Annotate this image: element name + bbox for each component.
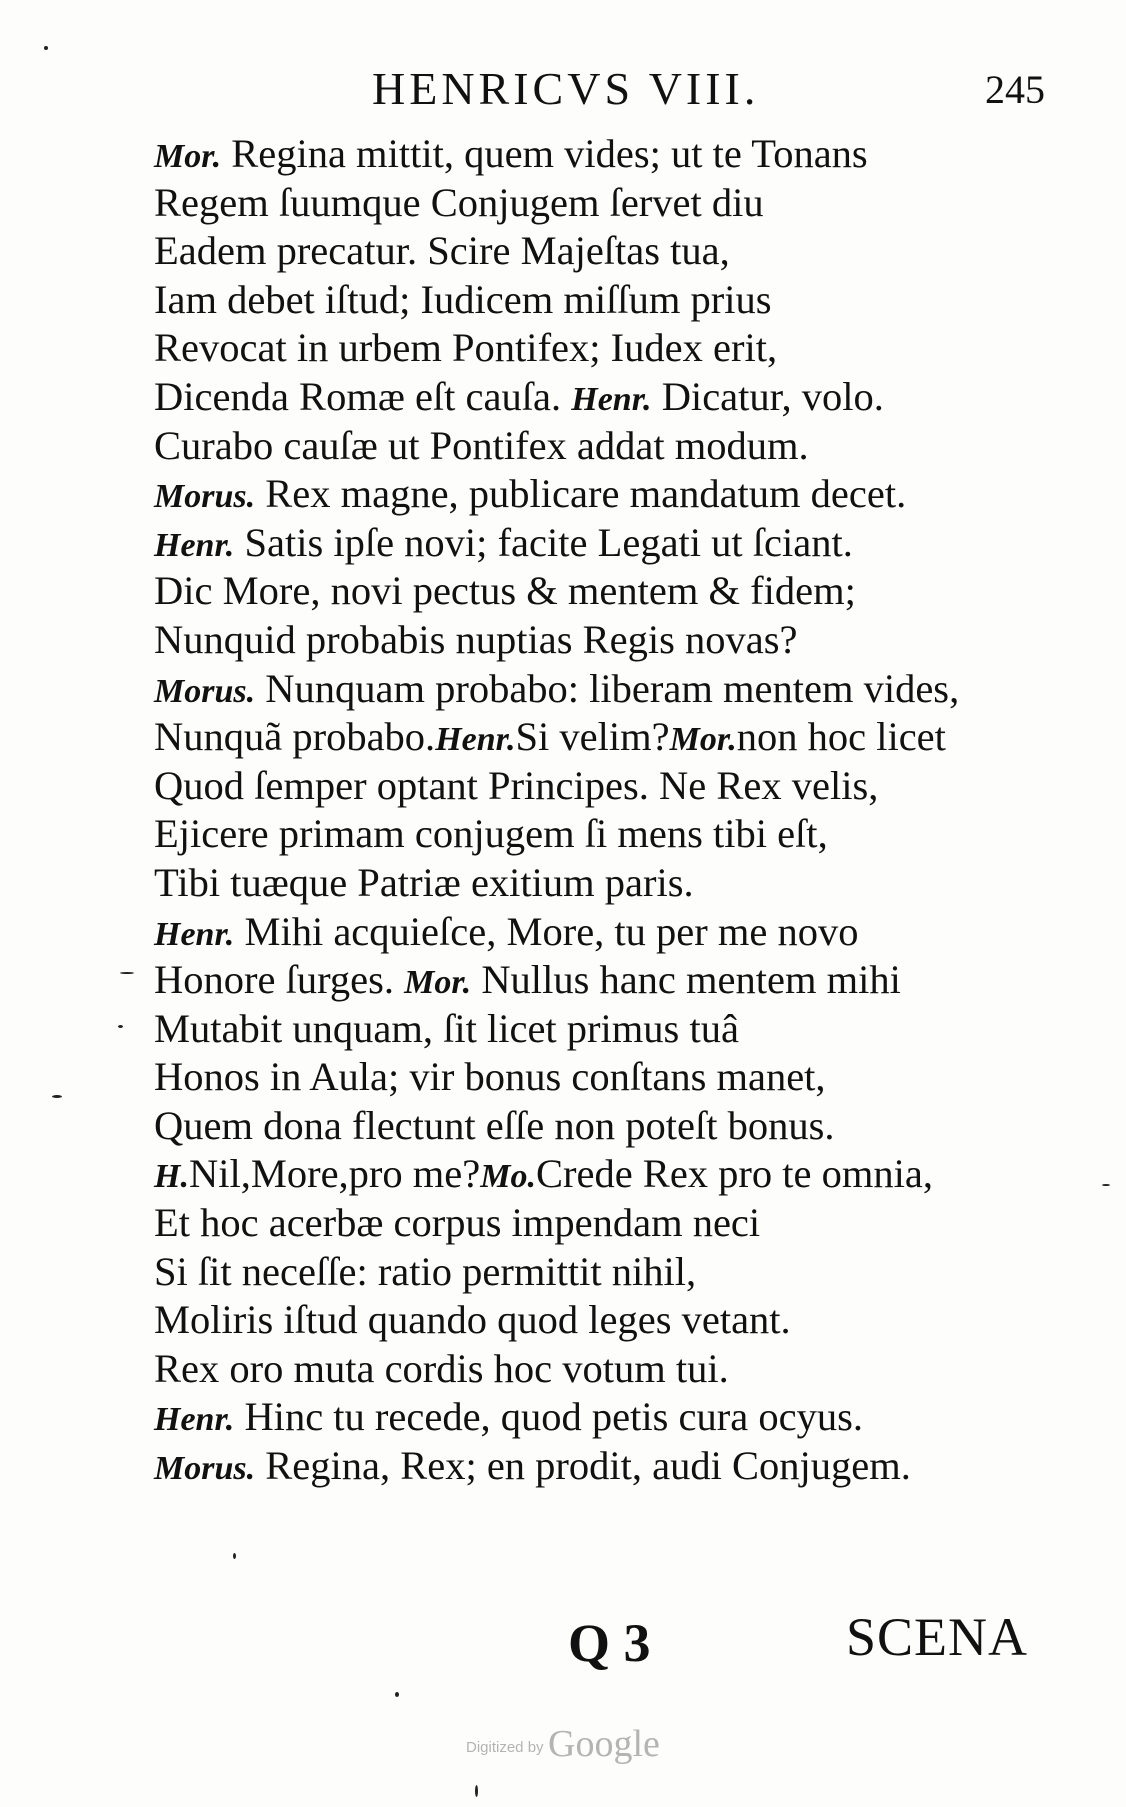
speaker-name: Morus. <box>154 1450 256 1488</box>
speaker-name: Mo. <box>480 1158 536 1196</box>
line-text: Satis ipſe novi; facite Legati ut ſciant. <box>234 519 853 565</box>
verse-line <box>154 227 1094 276</box>
ink-speck <box>52 1095 62 1098</box>
verse-line <box>154 1393 1094 1442</box>
line-text: Si ſit neceſſe: ratio permittit nihil, <box>154 1248 697 1294</box>
line-text: Curabo cauſæ ut Pontifex addat modum. <box>154 422 809 468</box>
line-text: Crede Rex pro te omnia, <box>535 1151 933 1197</box>
line-text: Nunquid probabis nuptias Regis novas? <box>154 616 798 662</box>
line-text: Rex oro muta cordis hoc votum tui. <box>154 1345 729 1391</box>
speaker-name: Morus. <box>154 478 256 516</box>
speaker-name: Henr. <box>435 721 516 759</box>
line-text: Quod ſemper optant Principes. Ne Rex velis, <box>154 762 879 808</box>
verse-line <box>154 1005 1094 1054</box>
verse-line <box>154 665 1094 714</box>
verse-line <box>154 179 1094 228</box>
line-text: Nil,More,pro me? <box>188 1151 481 1197</box>
line-text: Ejicere primam conjugem ſi mens tibi eſt, <box>154 811 828 857</box>
verse-line <box>154 1053 1094 1102</box>
line-text: Regina mittit, quem vides; ut te Tonans <box>221 131 868 176</box>
ink-speck <box>395 1692 399 1697</box>
line-text: Dicatur, volo. <box>651 373 884 419</box>
line-text: Mihi acquieſce, More, tu per me novo <box>234 908 859 954</box>
ink-speck <box>120 972 134 974</box>
line-text: Eadem precatur. Scire Majeſtas tua, <box>154 228 730 274</box>
page-number: 245 <box>985 67 1045 112</box>
speaker-name: Henr. <box>154 1401 235 1439</box>
line-text: Honos in Aula; vir bonus conſtans manet, <box>154 1054 826 1100</box>
ink-speck <box>233 1553 236 1559</box>
running-head <box>0 62 1126 122</box>
line-text: Moliris iſtud quando quod leges vetant. <box>154 1297 791 1343</box>
verse-line <box>154 276 1094 325</box>
line-text: Hinc tu recede, quod petis cura ocyus. <box>234 1394 863 1440</box>
google-brand: Google <box>548 1723 660 1765</box>
catchword: SCENA <box>846 1607 1029 1667</box>
line-text: Regem ſuumque Conjugem ſervet diu <box>154 179 764 225</box>
verse-line <box>154 956 1094 1005</box>
running-title: HENRICVS VIII. <box>372 63 760 114</box>
ink-speck <box>44 46 48 50</box>
signature-mark: Q 3 <box>568 1613 651 1673</box>
verse-line <box>154 422 1094 471</box>
verse-line <box>154 373 1094 422</box>
line-text: Honore ſurges. <box>154 957 405 1003</box>
verse-line <box>154 1296 1094 1345</box>
digitized-prefix: Digitized by <box>466 1739 544 1756</box>
ink-speck <box>475 1785 478 1797</box>
verse-line <box>154 130 1094 179</box>
line-text: Si velim? <box>515 714 670 760</box>
line-text: non hoc licet <box>736 714 946 760</box>
speaker-name: Mor. <box>669 721 737 759</box>
verse-line <box>154 567 1094 616</box>
verse-line <box>154 859 1094 908</box>
verse-line <box>154 713 1094 762</box>
verse-line <box>154 810 1094 859</box>
speaker-name: Mor. <box>404 964 472 1002</box>
speaker-name: Henr. <box>154 915 235 953</box>
speaker-name: Morus. <box>154 672 256 710</box>
ink-speck <box>118 1025 123 1028</box>
digitized-watermark <box>466 1722 660 1766</box>
verse-line <box>154 1199 1094 1248</box>
verse-line <box>154 1102 1094 1151</box>
line-text: Dicenda Romæ eſt cauſa. <box>154 373 572 419</box>
ink-speck <box>1102 1184 1110 1186</box>
line-text: Nunquam probabo: liberam mentem vides, <box>255 665 960 711</box>
speaker-name: Henr. <box>571 380 652 418</box>
line-text: Nunquã probabo. <box>154 714 436 760</box>
verse-line <box>154 1442 1094 1491</box>
line-text: Tibi tuæque Patriæ exitium paris. <box>154 859 694 905</box>
verse-line <box>154 616 1094 665</box>
line-text: Rex magne, publicare mandatum decet. <box>255 471 907 517</box>
line-text: Dic More, novi pectus & mentem & fidem; <box>154 568 856 614</box>
verse-line <box>154 324 1094 373</box>
line-text: Et hoc acerbæ corpus impendam neci <box>154 1200 761 1246</box>
line-text: Iam debet iſtud; Iudicem miſſum prius <box>154 276 772 322</box>
verse-line <box>154 470 1094 519</box>
verse-line <box>154 1345 1094 1394</box>
speaker-name: H. <box>154 1158 189 1196</box>
speaker-name: Henr. <box>154 526 235 564</box>
verse-line <box>154 908 1094 957</box>
line-text: Regina, Rex; en prodit, audi Conjugem. <box>255 1443 911 1489</box>
speaker-name: Mor. <box>154 138 222 175</box>
line-text: Nullus hanc mentem mihi <box>471 957 901 1003</box>
verse-line <box>154 762 1094 811</box>
line-text: Quem dona flectunt eſſe non poteſt bonus. <box>154 1102 835 1148</box>
line-text: Revocat in urbem Pontifex; Iudex erit, <box>154 325 778 371</box>
verse-text <box>154 130 1094 1491</box>
verse-line <box>154 519 1094 568</box>
verse-line <box>154 1150 1094 1199</box>
line-text: Mutabit unquam, ſit licet primus tuâ <box>154 1005 739 1051</box>
verse-line <box>154 1248 1094 1297</box>
